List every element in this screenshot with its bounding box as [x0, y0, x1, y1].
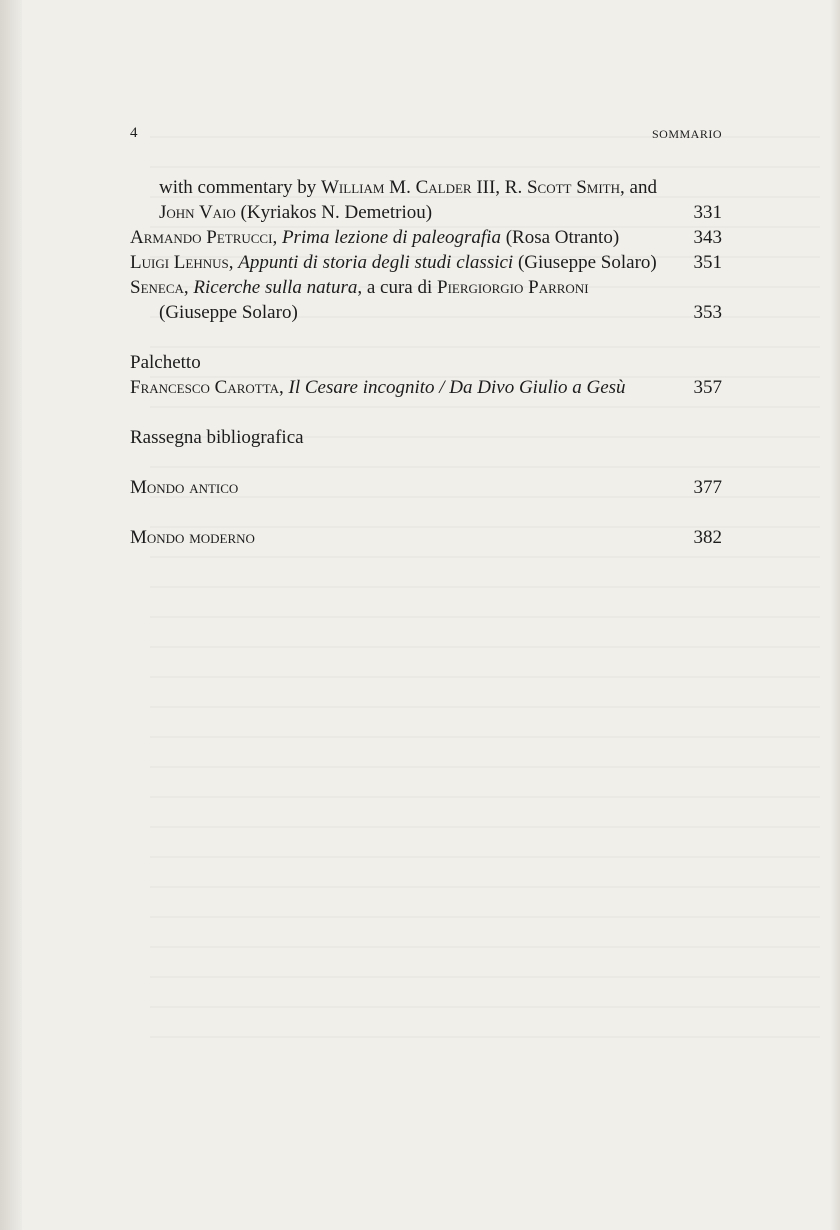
- entry-authors: William M. Calder III, R. Scott Smith: [321, 177, 621, 198]
- entry-reviewer: (Giuseppe Solaro): [159, 302, 298, 323]
- entry-reviewer: (Kyriakos N. Demetriou): [235, 202, 433, 223]
- toc-entry: [130, 525, 722, 550]
- page-ref: 377: [693, 477, 722, 498]
- entry-title: Appunti di storia degli studi classici: [238, 252, 514, 273]
- page-edge-right: [830, 0, 840, 1230]
- entry-text: a cura di: [366, 277, 437, 298]
- page-ref: 351: [693, 252, 722, 273]
- running-head: [130, 125, 722, 145]
- toc-entry: Luigi Lehnus, Appunti di storia degli studi classici (Giuseppe Solaro) 351: [130, 252, 722, 273]
- page-ref: 382: [693, 527, 722, 548]
- entry-reviewer: (Rosa Otranto): [505, 227, 620, 248]
- entry-title: Prima lezione di paleografia: [281, 227, 501, 248]
- page-ref: 331: [693, 202, 722, 223]
- page-edge-left: [0, 0, 22, 1230]
- page-ref: 343: [693, 227, 722, 248]
- entry-title: Il Cesare incognito / Da Divo Giulio a Gesù: [288, 377, 626, 398]
- section-heading-rassegna: Rassegna bibliografica: [130, 427, 304, 448]
- entry-author: Luigi Lehnus: [130, 252, 229, 273]
- toc-entry: [130, 175, 722, 225]
- entry-section: Mondo moderno: [130, 527, 255, 548]
- entry-author: Seneca: [130, 277, 184, 298]
- entry-section: Mondo antico: [130, 477, 239, 498]
- page-ref: 357: [693, 377, 722, 398]
- entry-title: Ricerche sulla natura: [193, 277, 358, 298]
- page-ref: 353: [693, 302, 722, 323]
- entry-author: Francesco Carotta: [130, 377, 280, 398]
- entry-authors: John Vaio: [159, 202, 236, 223]
- entry-reviewer: (Giuseppe Solaro): [517, 252, 657, 273]
- toc-entry: Seneca, Ricerche sulla natura, a cura di Piergiorgio Parroni (Giuseppe Solaro) 353: [130, 277, 722, 323]
- toc-entry: Francesco Carotta, Il Cesare incognito / Da Divo Giulio a Gesù 357: [130, 377, 722, 398]
- entry-text: , and: [620, 177, 657, 198]
- section-heading-palchetto: Palchetto: [130, 352, 201, 373]
- page-number: 4: [130, 125, 138, 141]
- section-title: SOMMARIO: [651, 127, 722, 141]
- table-of-contents: [130, 175, 722, 550]
- entry-text: with commentary by: [159, 177, 321, 198]
- entry-author: Armando Petrucci: [130, 227, 273, 248]
- toc-entry: Armando Petrucci, Prima lezione di paleografia (Rosa Otranto) 343: [130, 227, 722, 248]
- entry-editor: Piergiorgio Parroni: [437, 277, 589, 298]
- toc-entry: [130, 475, 722, 500]
